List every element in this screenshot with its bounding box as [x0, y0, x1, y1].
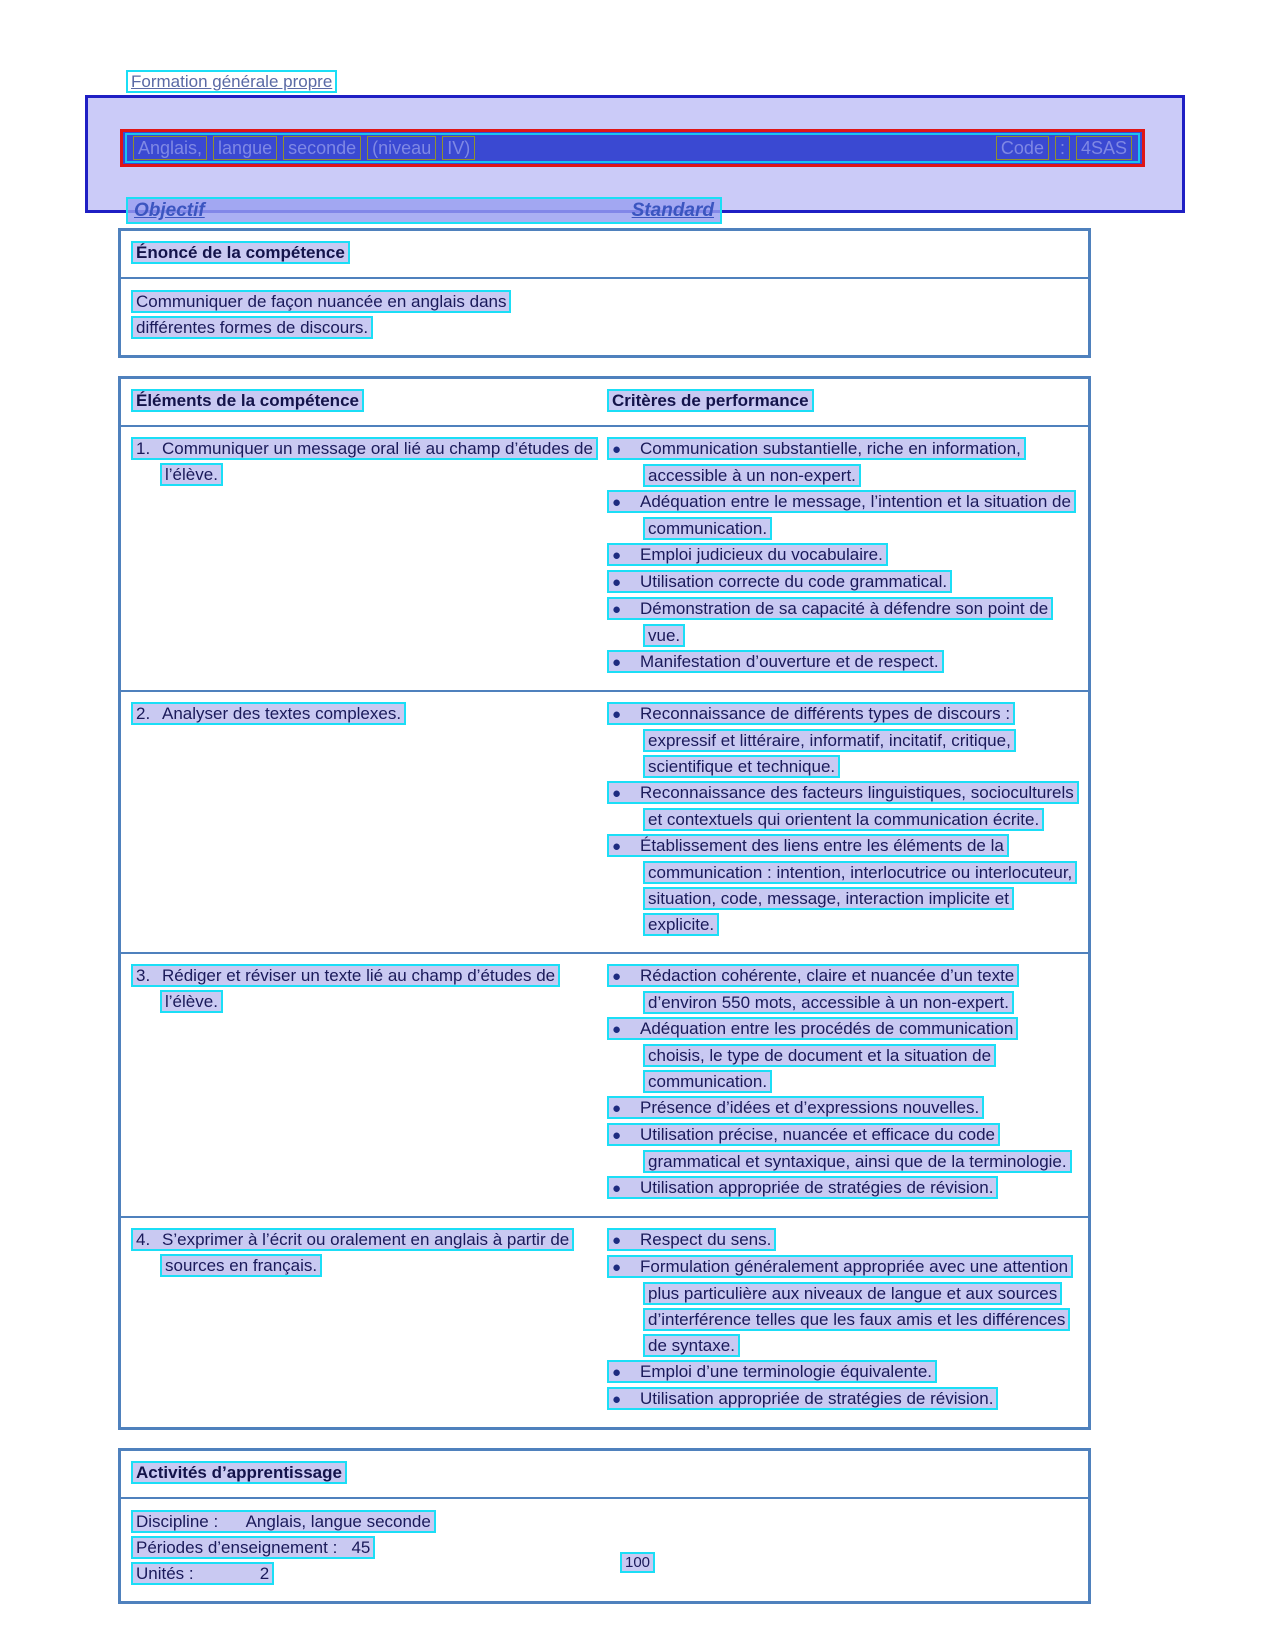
criterion-item	[607, 1175, 1074, 1202]
criterion-text: Reconnaissance de différents types de discours : expressif et littéraire, informatif, incitatif, critique, scientifique et technique.	[640, 704, 1011, 776]
criterion-item	[607, 1359, 1074, 1386]
element-item	[131, 963, 601, 1015]
element-text: Rédiger et réviser un texte lié au champ d’études de l’élève.	[162, 966, 556, 1011]
criterion-text: Adéquation entre le message, l’intention et la situation de communication.	[640, 492, 1071, 538]
element-item	[131, 436, 601, 488]
course-code	[993, 136, 1135, 160]
criterion-item	[607, 596, 1074, 649]
course-header-panel	[85, 95, 1185, 221]
criterion-text: Présence d’idées et d’expressions nouvelles.	[640, 1098, 980, 1117]
enonce-body: Communiquer de façon nuancée en anglais dans différentes formes de discours.	[131, 290, 511, 339]
tables-column	[118, 228, 1091, 1604]
element-cell	[121, 1218, 607, 1427]
criterion-text: Utilisation appropriée de stratégies de révision.	[640, 1389, 994, 1408]
criteria-cell	[607, 954, 1088, 1216]
competence-table	[118, 376, 1091, 1430]
bullet-icon: ●	[612, 601, 622, 618]
table-row	[121, 952, 1088, 1216]
standard-label: Standard	[631, 200, 714, 221]
unites-text: Unités : 2	[131, 1562, 274, 1585]
criterion-item	[607, 649, 1074, 676]
criterion-text: Rédaction cohérente, claire et nuancée d’un texte d’environ 550 mots, accessible à un non-expert.	[640, 966, 1015, 1012]
item-number: 3.	[136, 966, 151, 985]
criterion-text: Reconnaissance des facteurs linguistiques, socioculturels et contextuels qui orientent la communication écrite.	[640, 783, 1074, 829]
elements-header: Éléments de la compétence	[131, 389, 364, 412]
section-heading: Formation générale propre	[126, 70, 337, 93]
criteria-cell	[607, 1218, 1088, 1427]
bullet-icon: ●	[612, 1364, 622, 1381]
enonce-header: Énoncé de la compétence	[131, 241, 350, 264]
objectif-standard-row	[126, 197, 722, 224]
table-row	[121, 425, 1088, 690]
discipline-text: Discipline : Anglais, langue seconde	[131, 1510, 436, 1533]
criterion-item	[607, 701, 1074, 780]
bullet-icon: ●	[612, 1232, 622, 1249]
element-text: Communiquer un message oral lié au champ d’études de l’élève.	[162, 439, 593, 484]
criterion-item	[607, 963, 1074, 1016]
bullet-icon: ●	[612, 1391, 622, 1408]
banner-text-line	[125, 133, 1140, 163]
table-row	[121, 1216, 1088, 1427]
item-number: 2.	[136, 704, 151, 723]
item-number: 1.	[136, 439, 151, 458]
course-title-word: IV)	[442, 136, 475, 160]
criterion-text: Utilisation correcte du code grammatical.	[640, 572, 948, 591]
criterion-item	[607, 542, 1074, 569]
course-code-word: 4SAS	[1076, 136, 1132, 160]
element-cell	[121, 692, 607, 952]
criterion-text: Emploi d’une terminologie équivalente.	[640, 1362, 933, 1381]
bullet-icon: ●	[612, 1180, 622, 1197]
activites-header-cell	[121, 1451, 1088, 1499]
course-code-word: Code	[996, 136, 1049, 160]
element-cell	[121, 427, 607, 690]
course-title-word: (niveau	[367, 136, 436, 160]
criterion-item	[607, 1016, 1074, 1095]
criteres-header: Critères de performance	[607, 389, 814, 412]
element-cell	[121, 954, 607, 1216]
bullet-icon: ●	[612, 1021, 622, 1038]
element-text: Analyser des textes complexes.	[162, 704, 402, 723]
page-number-wrap	[0, 1552, 1275, 1574]
page-number: 100	[620, 1552, 655, 1573]
criterion-text: Utilisation précise, nuancée et efficace du code grammatical et syntaxique, ainsi que de la terminologie.	[640, 1125, 1067, 1171]
criterion-text: Démonstration de sa capacité à défendre son point de vue.	[640, 599, 1049, 645]
bullet-icon: ●	[612, 785, 622, 802]
competence-header-row	[121, 379, 1088, 425]
course-title-word: langue	[213, 136, 277, 160]
bullet-icon: ●	[612, 706, 622, 723]
bullet-icon: ●	[612, 654, 622, 671]
bullet-icon: ●	[612, 574, 622, 591]
criteria-cell	[607, 427, 1088, 690]
element-item	[131, 1227, 601, 1279]
criterion-text: Adéquation entre les procédés de communication choisis, le type de document et la situation de communication.	[640, 1019, 1014, 1091]
course-title	[130, 136, 478, 160]
enonce-header-cell	[121, 231, 1088, 279]
criteres-header-cell	[607, 379, 1088, 425]
criterion-item	[607, 1095, 1074, 1122]
course-title-word: seconde	[283, 136, 361, 160]
enonce-body-wrap	[131, 289, 583, 341]
criterion-item	[607, 780, 1074, 833]
bullet-icon: ●	[612, 1259, 622, 1276]
table-row	[121, 690, 1088, 952]
criterion-text: Formulation généralement appropriée avec une attention plus particulière aux niveaux de langue et aux sources d’interférence telles que les faux amis et les différences de syntaxe.	[640, 1257, 1069, 1355]
criterion-text: Communication substantielle, riche en information, accessible à un non-expert.	[640, 439, 1021, 485]
bullet-icon: ●	[612, 1100, 622, 1117]
criterion-text: Manifestation d’ouverture et de respect.	[640, 652, 939, 671]
activites-body-cell	[121, 1499, 1088, 1601]
criterion-item	[607, 489, 1074, 542]
criterion-item	[607, 1254, 1074, 1359]
bullet-icon: ●	[612, 494, 622, 511]
course-title-word: Anglais,	[133, 136, 207, 160]
criterion-item	[607, 1227, 1074, 1254]
criterion-text: Emploi judicieux du vocabulaire.	[640, 545, 883, 564]
criterion-text: Utilisation appropriée de stratégies de révision.	[640, 1178, 994, 1197]
item-number: 4.	[136, 1230, 151, 1249]
element-item	[131, 701, 601, 727]
criterion-item	[607, 833, 1074, 938]
enonce-body-cell	[121, 279, 1088, 355]
bullet-icon: ●	[612, 547, 622, 564]
criterion-item	[607, 1386, 1074, 1413]
objectif-label: Objectif	[134, 200, 205, 221]
criterion-text: Établissement des liens entre les éléments de la communication : intention, interlocutrice ou interlocuteur, situation, code, message, interaction implicite et explicite.	[640, 836, 1073, 934]
course-code-word: :	[1055, 136, 1070, 160]
enonce-table	[118, 228, 1091, 358]
criterion-text: Respect du sens.	[640, 1230, 772, 1249]
criterion-item	[607, 569, 1074, 596]
course-title-banner	[120, 129, 1145, 167]
criterion-item	[607, 1122, 1074, 1175]
bullet-icon: ●	[612, 1127, 622, 1144]
activites-header: Activités d’apprentissage	[131, 1461, 347, 1484]
criterion-item	[607, 436, 1074, 489]
activites-table	[118, 1448, 1091, 1604]
periodes-text: Périodes d’enseignement : 45	[131, 1536, 375, 1559]
element-text: S’exprimer à l’écrit ou oralement en anglais à partir de sources en français.	[162, 1230, 570, 1275]
bullet-icon: ●	[612, 441, 622, 458]
bullet-icon: ●	[612, 968, 622, 985]
discipline-line	[131, 1509, 1078, 1535]
section-heading-wrap	[126, 70, 337, 94]
criteria-cell	[607, 692, 1088, 952]
elements-header-cell	[121, 379, 607, 425]
bullet-icon: ●	[612, 838, 622, 855]
